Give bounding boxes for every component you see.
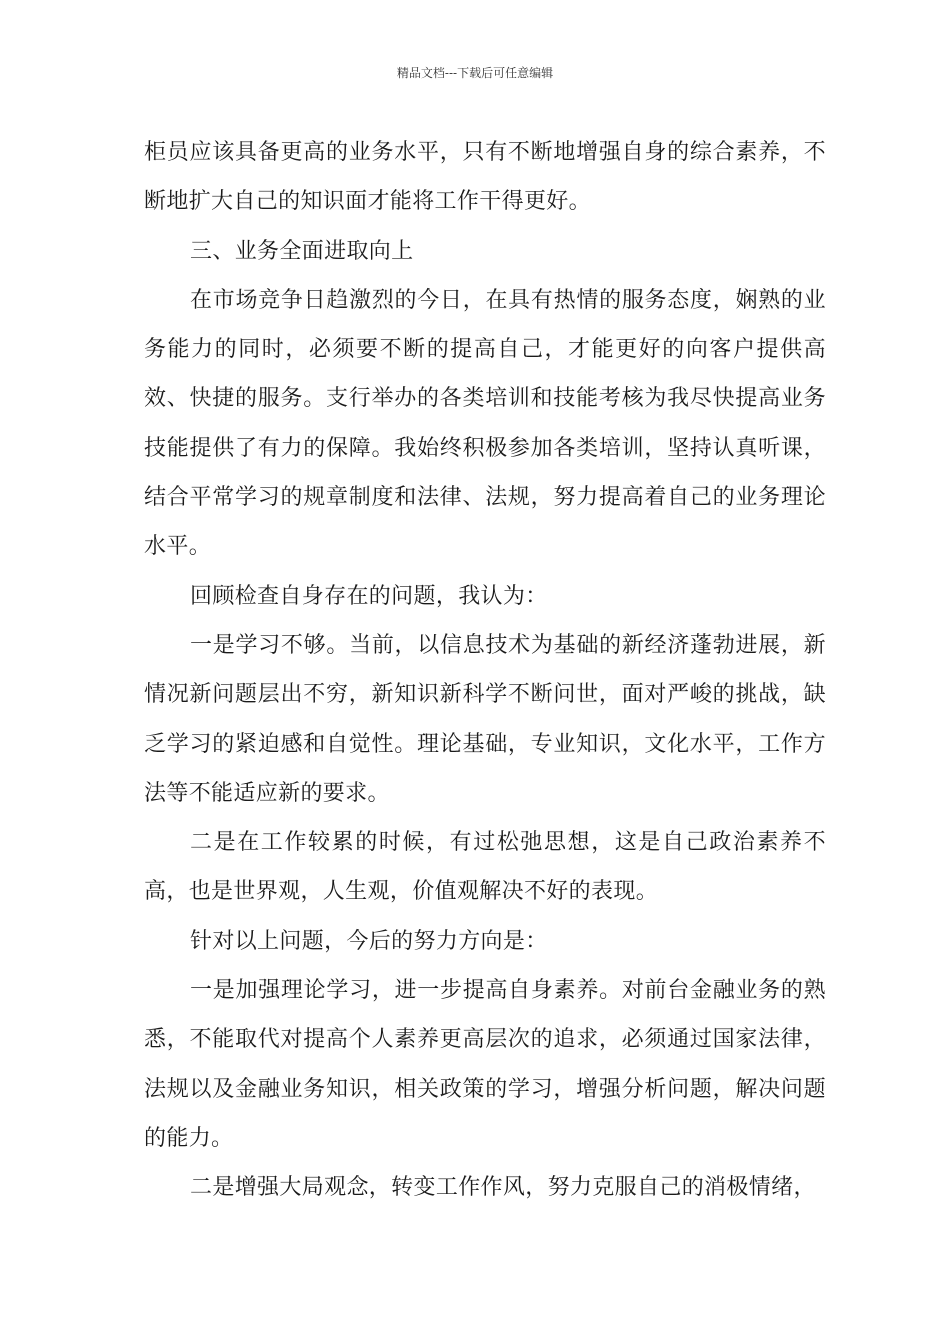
page-header: 精品文档---下载后可任意编辑 — [396, 66, 554, 80]
paragraph: 在市场竞争日趋激烈的今日，在具有热情的服务态度，娴熟的业务能力的同时，必须要不断的提高自己，才能更好的向客户提供高效、快捷的服务。支行举办的各类培训和技能考核为我尽快提高业务技能提供了有力的保障。我始终积极参加各类培训，坚持认真听课，结合平常学习的规章制度和法律、法规，努力提高着自己的业务理论水平。 — [144, 287, 826, 560]
paragraph: 一是加强理论学习，进一步提高自身素养。对前台金融业务的熟悉，不能取代对提高个人素养更高层次的追求，必须通过国家法律，法规以及金融业务知识，相关政策的学习，增强分析问题，解决问题的能力。 — [144, 978, 826, 1151]
paragraph: 二是增强大局观念，转变工作作风，努力克服自己的消极情绪， — [190, 1175, 816, 1201]
section-heading: 三、业务全面进取向上 — [190, 238, 414, 264]
paragraph: 回顾检查自身存在的问题，我认为： — [190, 583, 548, 609]
paragraph: 一是学习不够。当前，以信息技术为基础的新经济蓬勃进展，新情况新问题层出不穷，新知识新科学不断问世，面对严峻的挑战，缺乏学习的紧迫感和自觉性。理论基础，专业知识，文化水平，工作方法等不能适应新的要求。 — [144, 632, 826, 806]
paragraph: 二是在工作较累的时候，有过松弛思想，这是自己政治素养不高，也是世界观，人生观，价值观解决不好的表现。 — [144, 830, 826, 905]
paragraph-continuation: 柜员应该具备更高的业务水平，只有不断地增强自身的综合素养，不断地扩大自己的知识面才能将工作干得更好。 — [144, 140, 826, 215]
document-body — [144, 128, 826, 1213]
paragraph: 针对以上问题，今后的努力方向是： — [190, 928, 548, 954]
